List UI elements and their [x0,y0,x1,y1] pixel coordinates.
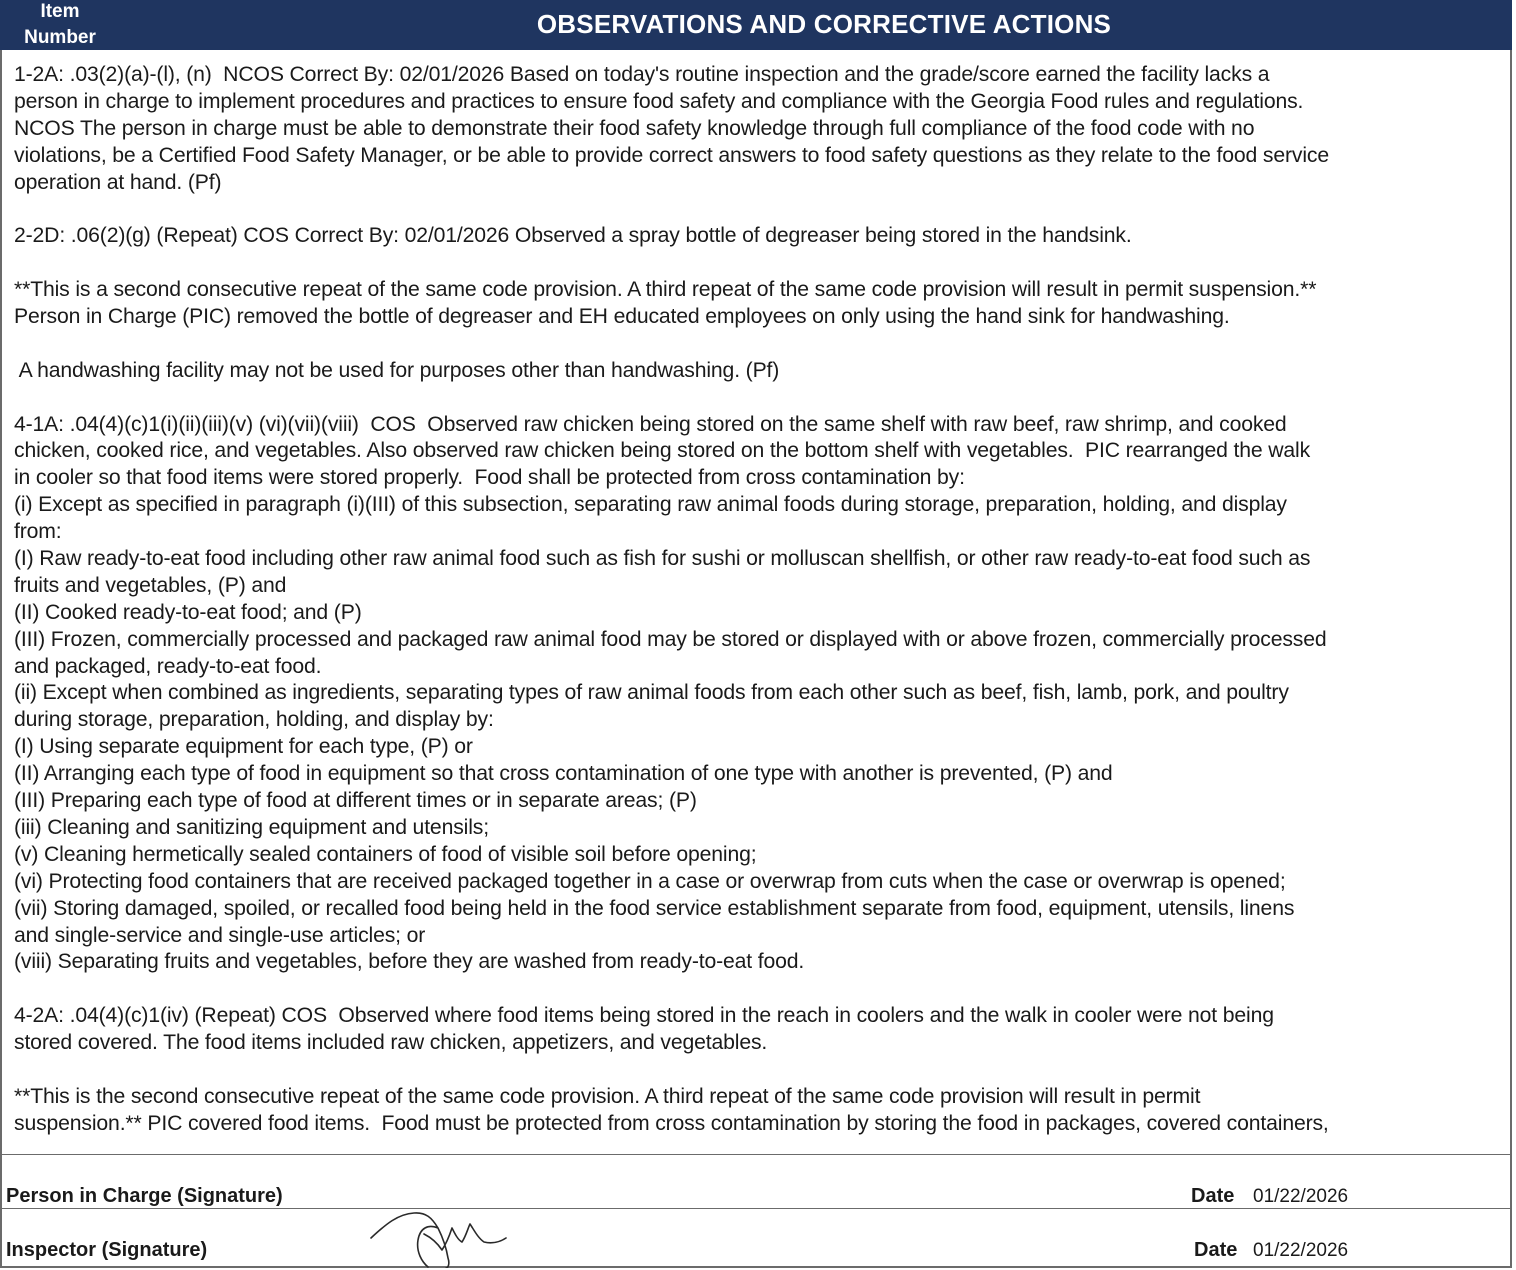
blank-line [14,385,1504,412]
observation-line: and packaged, ready-to-eat food. [14,654,322,678]
observation-line: Person in Charge (PIC) removed the bottle of degreaser and EH educated employees on only using the hand sink for handwashing. [14,305,1230,329]
observation-line: **This is the second consecutive repeat of the same code provision. A third repeat of the same code provision will result in permit [14,1084,1201,1108]
observations-text [14,62,1504,1152]
section-divider [2,1154,1510,1155]
item-number-column-heading [0,0,120,51]
observation-line: (iii) Cleaning and sanitizing equipment and utensils; [14,815,489,839]
observation-line: 4-2A: .04(4)(c)1(iv) (Repeat) COS Observed where food items being stored in the reach in coolers and the walk in cooler were not being [14,1004,1274,1028]
inspector-date-label: Date [1194,1239,1238,1261]
observation-line: (vi) Protecting food containers that are received packaged together in a case or overwrap from cuts when the case or overwrap is opened; [14,869,1286,893]
observation-line: in cooler so that food items were stored properly. Food shall be protected from cross contamination by: [14,466,965,490]
person-in-charge-signature-label: Person in Charge (Signature) [6,1185,283,1207]
observation-line: violations, be a Certified Food Safety Manager, or be able to provide correct answers to food safety questions as they relate to the food service [14,143,1329,167]
observation-line: fruits and vegetables, (P) and [14,573,287,597]
observation-line: (vii) Storing damaged, spoiled, or recalled food being held in the food service establishment separate from food, equipment, utensils, linens [14,896,1295,920]
observation-line: (III) Frozen, commercially processed and packaged raw animal food may be stored or displayed with or above frozen, commercially processed [14,627,1327,651]
inspector-signature-image [368,1210,528,1268]
observation-line: operation at hand. (Pf) [14,170,222,194]
blank-line [14,331,1504,358]
observation-line: (I) Raw ready-to-eat food including other raw animal food such as fish for sushi or molluscan shellfish, or other raw ready-to-eat food such as [14,547,1311,571]
observation-line: 4-1A: .04(4)(c)1(i)(ii)(iii)(v) (vi)(vii)(viii) COS Observed raw chicken being stored on the same shelf with raw beef, raw shrimp, and cooked [14,412,1287,436]
signature-divider [2,1208,1510,1209]
inspector-date-value: 01/22/2026 [1253,1240,1349,1261]
observation-line: (viii) Separating fruits and vegetables, before they are washed from ready-to-eat food. [14,950,805,974]
observation-line: (ii) Except when combined as ingredients, separating types of raw animal foods from each other such as beef, fish, lamb, pork, and poultry [14,681,1289,705]
section-title: OBSERVATIONS AND CORRECTIVE ACTIONS [536,9,1112,39]
observation-line: **This is a second consecutive repeat of the same code provision. A third repeat of the same code provision will result in permit suspension.** [14,278,1317,302]
observation-line: (I) Using separate equipment for each type, (P) or [14,735,473,759]
observation-line: person in charge to implement procedures and practices to ensure food safety and compliance with the Georgia Food rules and regulations. [14,89,1304,113]
observation-line: from: [14,520,62,544]
observation-line: 1-2A: .03(2)(a)-(l), (n) NCOS Correct By: 02/01/2026 Based on today's routine inspection and the grade/score earned the facility lacks a [14,63,1270,86]
person-in-charge-date-label: Date [1191,1185,1235,1207]
observation-line: 2-2D: .06(2)(g) (Repeat) COS Correct By: 02/01/2026 Observed a spray bottle of degreaser being stored in the handsink. [14,224,1132,248]
observation-line: stored covered. The food items included raw chicken, appetizers, and vegetables. [14,1031,768,1055]
item-number-heading-line1: Item [40,1,80,22]
item-number-heading-line2: Number [24,27,96,48]
observation-line: (i) Except as specified in paragraph (i)(III) of this subsection, separating raw animal foods during storage, preparation, holding, and display [14,493,1287,517]
observation-line: during storage, preparation, holding, and display by: [14,708,494,732]
observation-line: and single-service and single-use articles; or [14,923,426,947]
blank-line [14,976,1504,1003]
blank-line [14,1057,1504,1084]
observation-line: chicken, cooked rice, and vegetables. Also observed raw chicken being stored on the bottom shelf with vegetables. PIC rearranged the walk [14,439,1311,463]
observation-line: (III) Preparing each type of food at different times or in separate areas; (P) [14,789,697,813]
inspector-signature-label: Inspector (Signature) [6,1239,208,1261]
blank-line [14,250,1504,277]
observation-line: A handwashing facility may not be used for purposes other than handwashing. (Pf) [14,358,780,382]
observation-line: NCOS The person in charge must be able to demonstrate their food safety knowledge through full compliance of the food code with no [14,116,1255,140]
observation-line: (II) Cooked ready-to-eat food; and (P) [14,600,362,624]
observation-line: (v) Cleaning hermetically sealed containers of food of visible soil before opening; [14,842,757,866]
person-in-charge-date-value: 01/22/2026 [1253,1186,1349,1207]
observation-line: suspension.** PIC covered food items. Food must be protected from cross contamination by storing the food in packages, covered containers, [14,1111,1329,1135]
blank-line [14,196,1504,223]
section-header [0,0,1512,50]
observation-line: (II) Arranging each type of food in equipment so that cross contamination of one type with another is prevented, (P) and [14,762,1113,786]
